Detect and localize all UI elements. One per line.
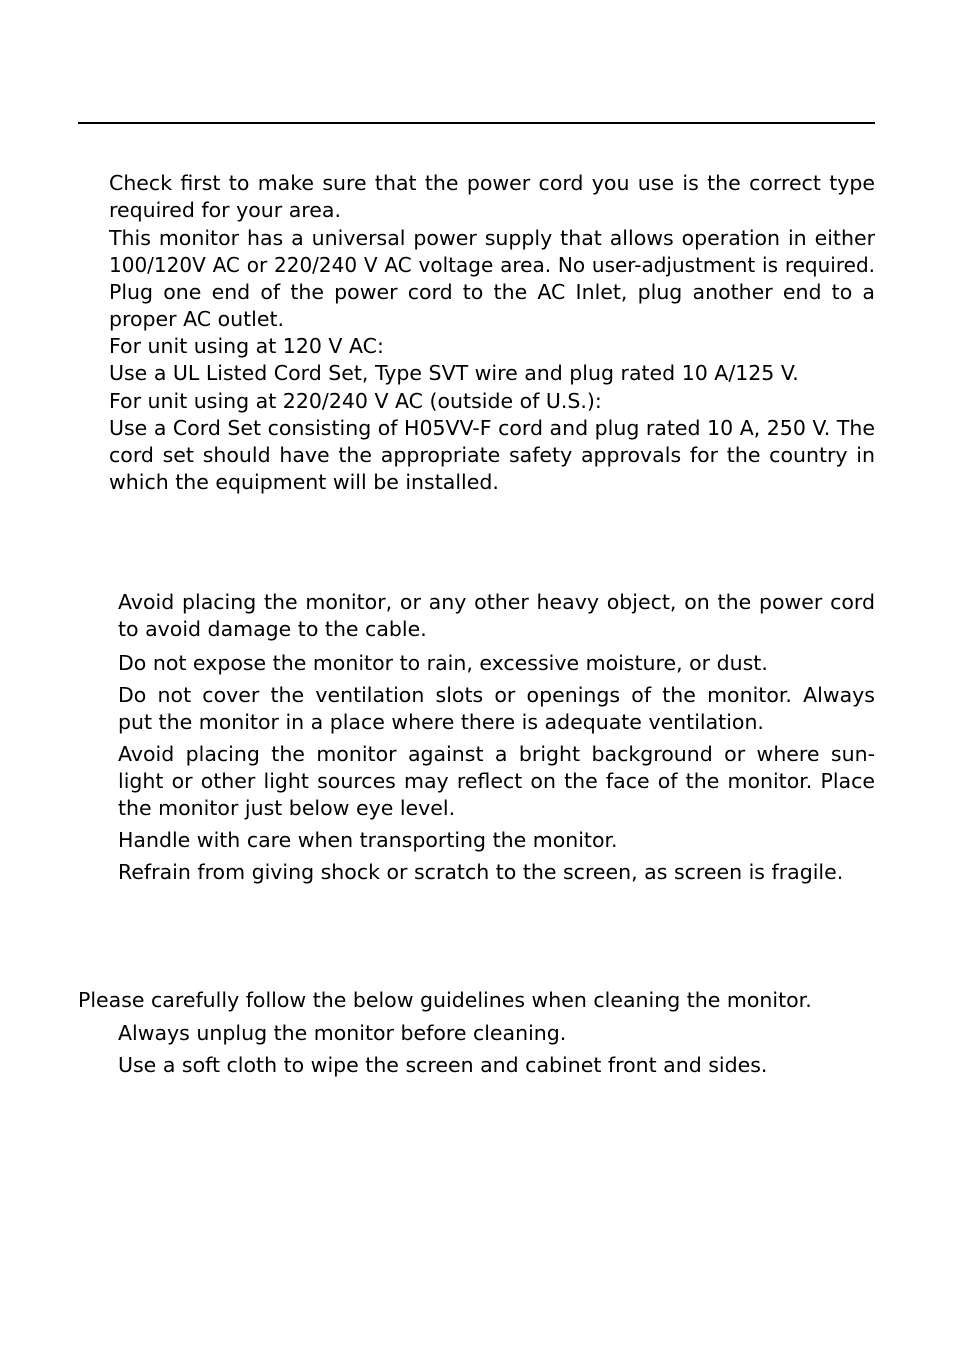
cleaning-line: Use a soft cloth to wipe the screen and cabinet front and sides.: [118, 1053, 768, 1077]
cleaning-line: Always unplug the monitor before cleaning.: [118, 1021, 567, 1045]
precaution-line: to avoid damage to the cable.: [118, 617, 427, 641]
power-cord-line: For unit using at 220/240 V AC (outside of U.S.):: [109, 389, 602, 413]
power-cord-line: 100/120V AC or 220/240 V AC voltage area. No user-adjustment is required.: [109, 253, 875, 277]
power-cord-line: This monitor has a universal power supply that allows operation in either: [109, 226, 875, 250]
precaution-line: Refrain from giving shock or scratch to the screen, as screen is fragile.: [118, 860, 844, 884]
power-cord-line: Use a Cord Set consisting of H05VV-F cord and plug rated 10 A, 250 V. The: [109, 416, 875, 440]
power-cord-line: Plug one end of the power cord to the AC Inlet, plug another end to a: [109, 280, 875, 304]
precaution-line: Do not cover the ventilation slots or openings of the monitor. Always: [118, 683, 875, 707]
power-cord-line: Use a UL Listed Cord Set, Type SVT wire and plug rated 10 A/125 V.: [109, 361, 799, 385]
power-cord-line: proper AC outlet.: [109, 307, 285, 331]
precaution-line: light or other light sources may reflect on the face of the monitor. Place: [118, 769, 875, 793]
power-cord-line: required for your area.: [109, 198, 341, 222]
power-cord-line: cord set should have the appropriate safety approvals for the country in: [109, 443, 875, 467]
power-cord-line: which the equipment will be installed.: [109, 470, 499, 494]
precaution-line: Avoid placing the monitor against a bright background or where sun-: [118, 742, 875, 766]
power-cord-line: For unit using at 120 V AC:: [109, 334, 384, 358]
precaution-line: Do not expose the monitor to rain, excessive moisture, or dust.: [118, 651, 768, 675]
precaution-line: Handle with care when transporting the monitor.: [118, 828, 618, 852]
precaution-line: put the monitor in a place where there is adequate ventilation.: [118, 710, 764, 734]
top-divider: [78, 122, 875, 124]
precaution-line: Avoid placing the monitor, or any other heavy object, on the power cord: [118, 590, 875, 614]
cleaning-intro: Please carefully follow the below guidelines when cleaning the monitor.: [78, 988, 812, 1012]
power-cord-line: Check first to make sure that the power cord you use is the correct type: [109, 171, 875, 195]
precaution-line: the monitor just below eye level.: [118, 796, 456, 820]
